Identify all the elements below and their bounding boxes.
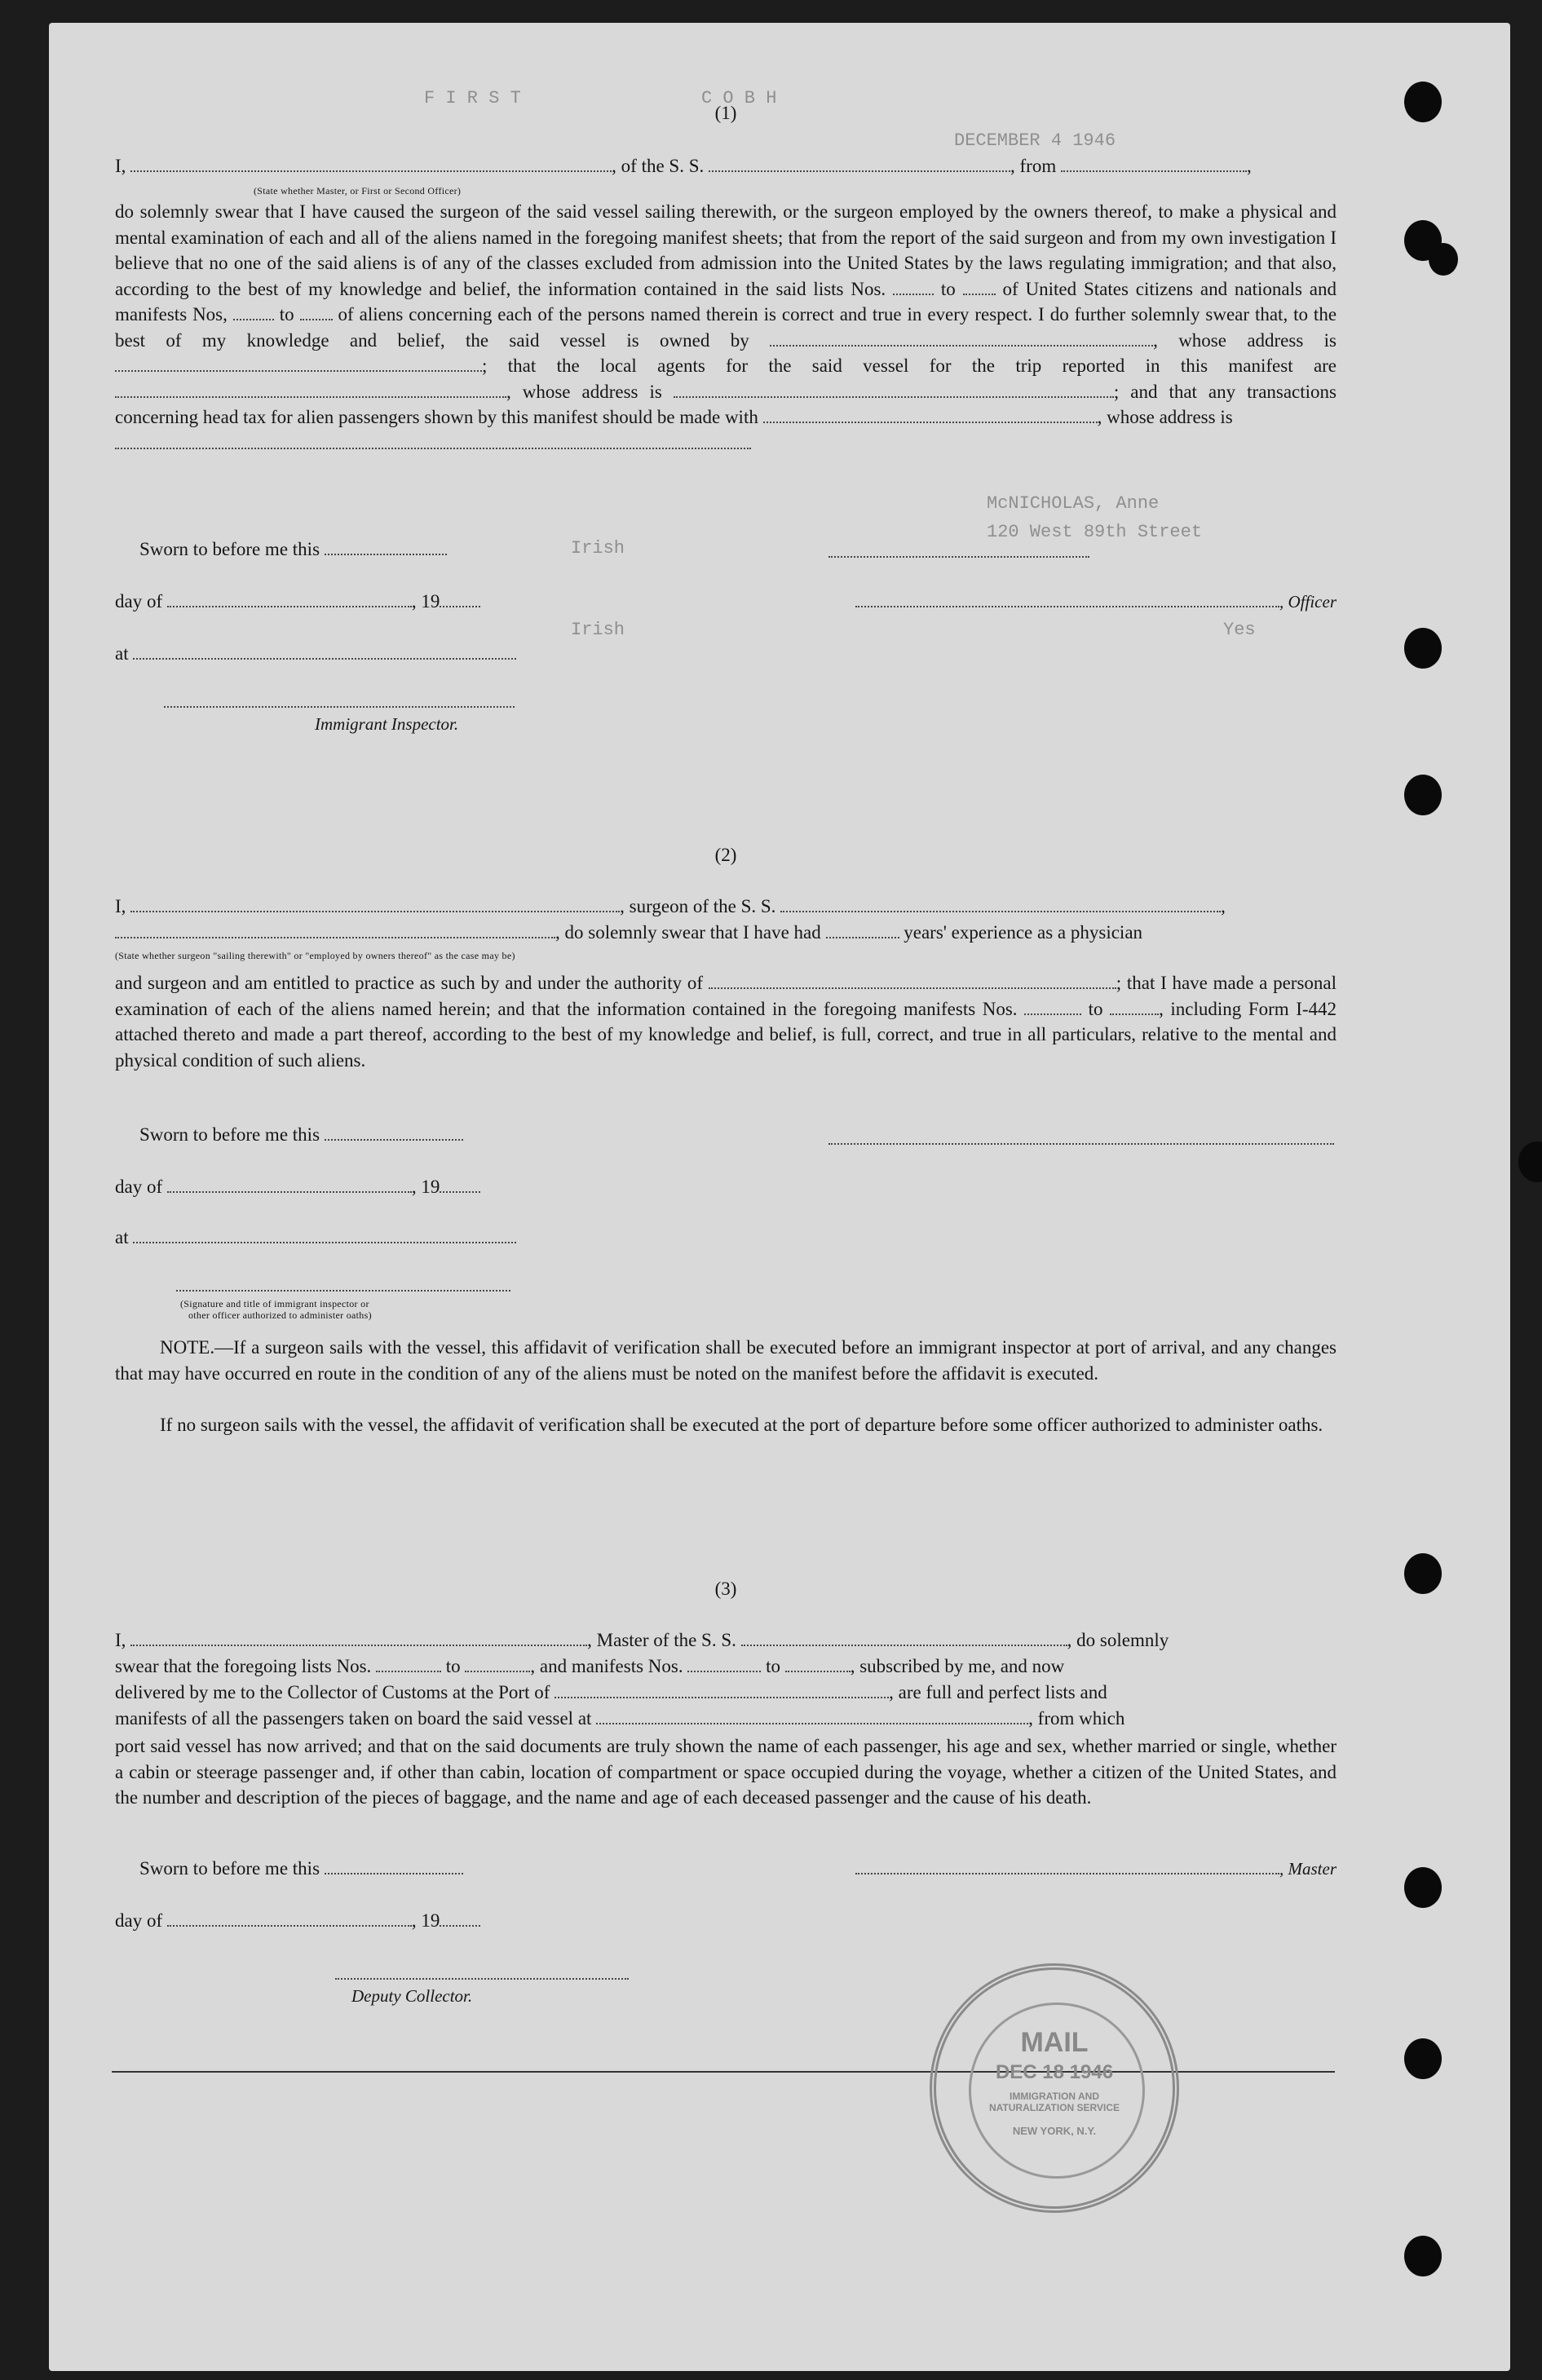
text: , of the S. S.: [612, 156, 705, 176]
section-3-second-line: [115, 1654, 1337, 1680]
manifest-from-blank: [1024, 997, 1081, 1015]
agents-blank: [115, 380, 506, 398]
vessel-name-blank: [780, 894, 1221, 912]
text: , Officer: [1279, 592, 1337, 612]
list-from-blank: [376, 1654, 441, 1672]
punch-hole: [1429, 243, 1458, 276]
manifest-to-blank: [785, 1654, 851, 1672]
stamp-agency: IMMIGRATION AND NATURALIZATION SERVICE: [988, 2091, 1120, 2113]
punch-hole: [1404, 628, 1442, 669]
at-line: [115, 1225, 1337, 1251]
text: day of: [115, 1910, 163, 1931]
text: , do solemnly: [1067, 1630, 1169, 1650]
list-to-blank: [963, 277, 996, 295]
head-tax-address-blank: [115, 431, 751, 449]
text: of aliens concerning each of the persons named therein is correct and true in every respect. I do further solemnly swear that, to the best of my knowledge and belief, the said vessel is owned by: [115, 304, 1337, 351]
collector-signature-line: [335, 1978, 629, 1980]
text: , do solemnly swear that I have had: [555, 922, 821, 943]
text: at: [115, 1227, 129, 1247]
punch-hole: [1518, 1141, 1542, 1182]
affidavit-section-2: [115, 845, 1337, 1481]
signature-line: [828, 556, 1089, 558]
port-blank: [555, 1680, 889, 1698]
bleed-through-text: Irish: [571, 538, 625, 559]
text: I,: [115, 1630, 126, 1650]
punch-hole: [1404, 1867, 1442, 1908]
sworn-blank: [325, 537, 447, 555]
collector-caption: Deputy Collector.: [351, 1986, 473, 2006]
day-blank: [167, 589, 412, 607]
bleed-through-text: C O B H: [701, 88, 777, 108]
manifest-to-blank: [300, 302, 333, 320]
section-3-fourth-line: [115, 1706, 1337, 1732]
signature-caption-1: (Signature and title of immigrant inspector or: [180, 1298, 369, 1309]
section-2-first-line: I, , surgeon of the S. S. ,: [115, 896, 1226, 916]
punch-hole: [1404, 2236, 1442, 2276]
text: , 19: [411, 1910, 440, 1931]
manifest-from-blank: [687, 1654, 761, 1672]
section-3-first-line: [115, 1627, 1337, 1654]
surgeon-signature-line: [828, 1143, 1334, 1145]
years-blank: [826, 921, 899, 938]
inspector-signature-line: [176, 1290, 510, 1292]
text: , Master of the S. S.: [587, 1630, 736, 1650]
year-blank: [440, 1175, 480, 1193]
bleed-through-text: F I R S T: [424, 88, 521, 108]
punch-hole: [1404, 775, 1442, 815]
punch-hole: [1404, 82, 1442, 122]
mail-date-stamp: [930, 1963, 1179, 2213]
officer-signature-blank: [855, 589, 1279, 607]
text: swear that the foregoing lists Nos.: [115, 1656, 372, 1676]
vessel-name-blank: [709, 154, 1010, 172]
text: and surgeon and am entitled to practice as such by and under the authority of: [115, 973, 703, 993]
text: I,: [115, 156, 126, 176]
inspector-caption: Immigrant Inspector.: [315, 714, 459, 734]
inspector-signature-line: [164, 706, 515, 708]
text: , whose address is: [1153, 329, 1337, 351]
text: of United States citizens and nationals and manifests Nos,: [115, 278, 1337, 325]
sworn-blank: [325, 1857, 463, 1874]
text: do solemnly swear that I have caused the surgeon of the said vessel sailing therewith, or the surgeon employed by the owners thereof, to make a physical and mental examination of each and all of the aliens named in the foregoing manifest sheets; that from the report of the said surgeon and from my own investigation I believe that no one of the said aliens is of any of the classes excluded from admission into the United States by the laws regulating immigration; and that also, according to the best of my knowledge and belief, the information contained in the said lists Nos.: [115, 201, 1337, 299]
master-name-blank: [130, 1628, 587, 1646]
text: , from which: [1028, 1708, 1125, 1729]
text: , from: [1010, 156, 1057, 176]
vessel-name-blank: [741, 1628, 1067, 1646]
text: , are full and perfect lists and: [889, 1682, 1107, 1702]
stamp-date: DEC 18 1946: [995, 2061, 1114, 2083]
list-from-blank: [893, 277, 934, 295]
bleed-through-text: Irish: [571, 620, 625, 640]
text: , and manifests Nos.: [530, 1656, 683, 1676]
officer-signature-line: [833, 589, 1337, 615]
master-signature-blank: [855, 1857, 1279, 1874]
text: to: [445, 1656, 461, 1676]
text: , Master: [1279, 1859, 1337, 1879]
text: Sworn to before me this: [139, 539, 320, 559]
text: delivered by me to the Collector of Customs at the Port of: [115, 1682, 550, 1702]
bleed-through-text: DECEMBER 4 1946: [954, 130, 1116, 151]
bleed-through-text: Yes: [1223, 620, 1256, 640]
text: , subscribed by me, and now: [850, 1656, 1065, 1676]
bleed-through-text: McNICHOLAS, Anne: [987, 493, 1160, 514]
stamp-mail: MAIL: [1020, 2027, 1089, 2058]
section-3-third-line: [115, 1680, 1337, 1706]
surgeon-caption: (State whether surgeon "sailing therewith" or "employed by owners thereof" as the case may be): [115, 950, 515, 961]
signature-caption-2: other officer authorized to administer oaths): [188, 1309, 372, 1321]
text: ; and that any transactions concerning head tax for alien passengers shown by this manifest should be made with: [115, 381, 1337, 427]
day-line: [115, 1908, 1337, 1934]
affidavit-section-3: [115, 1579, 1337, 2035]
embarkation-port-blank: [596, 1707, 1028, 1724]
text: that the local agents for the said vessel for the trip reported in this manifest are: [507, 355, 1337, 376]
text: I,: [115, 896, 126, 916]
list-to-blank: [465, 1654, 530, 1672]
note-paragraph-2: If no surgeon sails with the vessel, the affidavit of verification shall be executed at the port of departure before some officer authorized to administer oaths.: [160, 1415, 1323, 1435]
surgeon-name-blank: [130, 894, 620, 912]
day-line: [115, 1174, 1337, 1200]
owner-blank: [770, 329, 1153, 347]
at-blank: [133, 642, 516, 660]
section-heading: (3): [714, 1579, 737, 1599]
text: at: [115, 643, 129, 664]
text: that I have made a personal examination of each of the aliens named herein; and that the information contained in the foregoing manifests Nos.: [115, 973, 1337, 1019]
officer-name-blank: [130, 154, 612, 172]
text: , including Form I-442 attached thereto and made a part thereof, according to the best of my knowledge and belief, is full, correct, and true in all particulars, relative to the mental and physical condition of such aliens.: [115, 998, 1337, 1071]
day-blank: [167, 1909, 412, 1927]
at-blank: [133, 1225, 516, 1243]
manifest-from-blank: [233, 302, 274, 320]
day-blank: [167, 1175, 412, 1193]
text: to: [1088, 998, 1103, 1019]
text: to: [940, 278, 956, 299]
section-1-body: do solemnly swear that I have caused the surgeon of the said vessel sailing therewith, or the surgeon employed by the owners thereof, to make a physical and mental examination of each and all of the aliens named in the foregoing manifest sheets; that from the report of the said surgeon and from my own investigation I believe that no one of the said aliens is of any of the classes excluded from admission into the United States by the laws regulating immigration; and that also, according to the best of my knowledge and belief, the information contained in the said lists Nos. to of United States citizens and nationals and manifests Nos, to of aliens concerning each of the persons named therein is correct and true in every respect. I do further solemnly swear that, to the best of my knowledge and belief, the said vessel is owned by , whose address is ; that the local agents for the said vessel for the trip reported in this manifest are , whose address is ; and that any transactions concerning head tax for alien passengers shown by this manifest should be made with , whose address is: [115, 199, 1337, 456]
text: to: [279, 304, 294, 325]
at-line: [115, 641, 1337, 667]
text: , 19: [411, 1177, 440, 1197]
head-tax-blank: [763, 405, 1098, 423]
note-paragraph: NOTE.—If a surgeon sails with the vessel, this affidavit of verification shall be executed before an immigrant inspector at port of arrival, and any changes that may have occurred en route in the condition of any of the aliens must be noted on the manifest before the affidavit is executed.: [115, 1337, 1337, 1384]
section-heading: (2): [714, 845, 737, 865]
surgeon-status-blank: [115, 921, 555, 938]
text: Sworn to before me this: [139, 1124, 320, 1145]
master-signature-line: [824, 1856, 1337, 1882]
year-blank: [440, 589, 480, 607]
text: day of: [115, 1177, 163, 1197]
owner-address-blank: [115, 354, 482, 372]
agents-address-blank: [674, 380, 1114, 398]
punch-hole: [1404, 1553, 1442, 1594]
text: day of: [115, 591, 163, 612]
sworn-line: [139, 536, 1337, 563]
text: , 19: [411, 591, 440, 612]
text: whose address is: [522, 381, 662, 402]
officer-caption: (State whether Master, or First or Second Officer): [254, 185, 462, 196]
stamp-location: NEW YORK, N.Y.: [1012, 2125, 1097, 2137]
section-3-body: port said vessel has now arrived; and that on the said documents are truly shown the name of each passenger, his age and sex, whether married or single, whether a cabin or steerage passenger and, if other than cabin, location of compartment or space occupied during the voyage, whether a citizen of the United States, and the number and description of the pieces of baggage, and the name and age of each deceased passenger and the cause of his death.: [115, 1736, 1337, 1808]
affidavit-section-1: [115, 103, 1337, 739]
port-from-blank: [1061, 154, 1247, 172]
section-heading: (1): [714, 103, 737, 123]
sworn-blank: [325, 1123, 463, 1141]
section-2-body: and surgeon and am entitled to practice as such by and under the authority of ; that I have made a personal examination of each of the aliens named herein; and that the information contained in the foregoing manifests Nos. to , including Form I-442 attached thereto and made a part thereof, according to the best of my knowledge and belief, is full, correct, and true in all particulars, relative to the mental and physical condition of such aliens.: [115, 973, 1337, 1071]
text: , whose address is: [1097, 407, 1233, 427]
year-blank: [440, 1909, 480, 1927]
text: to: [766, 1656, 780, 1676]
manifest-to-blank: [1110, 997, 1159, 1015]
section-1-first-line: I, , of the S. S. , from ,: [115, 156, 1252, 176]
text: Sworn to before me this: [139, 1858, 320, 1879]
authority-blank: [709, 971, 1116, 989]
text: years' experience as a physician: [904, 922, 1143, 943]
text: manifests of all the passengers taken on board the said vessel at: [115, 1708, 592, 1729]
text: , surgeon of the S. S.: [620, 896, 776, 916]
punch-hole: [1404, 2038, 1442, 2079]
bleed-through-text: 120 West 89th Street: [987, 522, 1203, 542]
